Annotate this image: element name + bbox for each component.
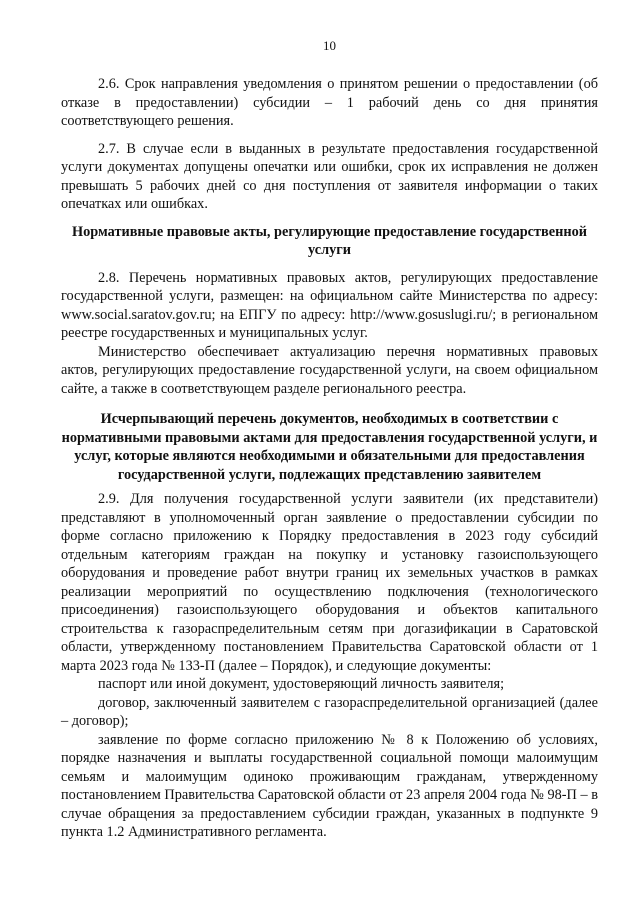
section-heading-normative-acts: Нормативные правовые акты, регулирующие предоставление государственной услуги bbox=[72, 223, 587, 258]
list-item-statement: заявление по форме согласно приложению № 8 к Положению об условиях, порядке назначения и выплаты государственной социальной помощи малоимущим семьям и малоимущим одиноко проживающим гражданам, утвержденному постановлением Правительства Саратовской области от 23 апреля 2004 года № 98-П – в случае обращения за предоставлением субсидии граждан, указанных в подпункте 9 пункта 1.2 Административного регламента. bbox=[61, 731, 598, 840]
paragraph-2-6: 2.6. Срок направления уведомления о принятом решении о предоставлении (об отказе в предоставлении) субсидии – 1 рабочий день со дня принятия соответствующего решения. bbox=[61, 76, 598, 129]
list-item-contract: договор, заключенный заявителем с газораспределительной организацией (далее – договор); bbox=[61, 694, 598, 729]
paragraph-ministry-updates: Министерство обеспечивает актуализацию перечня нормативных правовых актов, регулирующих предоставление государственной услуги, на своем официальном сайте, а также в соответствующем разделе регионального реестра. bbox=[61, 343, 598, 397]
list-item-passport: паспорт или иной документ, удостоверяющий личность заявителя; bbox=[98, 676, 505, 692]
paragraph-2-7: 2.7. В случае если в выданных в результате предоставления государственной услуги документах допущены опечатки или ошибки, срок их исправления не должен превышать 5 рабочих дней со дня поступления от заявителя информации о таких опечатках или ошибках. bbox=[61, 140, 598, 212]
paragraph-2-8: 2.8. Перечень нормативных правовых актов, регулирующих предоставление государственной услуги, размещен: на официальном сайте Министерства по адресу: www.social.saratov.gov.ru; на ЕПГУ по адресу: http://www.gosuslugi.ru/; в региональном реестре государственных и муниципальных услуг. bbox=[61, 269, 598, 341]
page-number: 10 bbox=[323, 38, 336, 53]
paragraph-2-9: 2.9. Для получения государственной услуги заявители (их представители) представляют в уполномоченный орган заявление о предоставлении субсидии по форме согласно приложению к Порядку предоставления в 2023 году субсидий отдельным категориям граждан на покупку и установку газоиспользующего оборудования и проведение работ внутри границ их земельных участков в рамках реализации мероприятий по осуществлению подключения (технологического присоединения) газоиспользующего оборудования и объектов капитального строительства к газораспределительным сетям при догазификации в Саратовской области, утвержденному постановлением Правительства Саратовской области от 1 марта 2023 года № 133-П (далее – Порядок), и следующие документы: bbox=[61, 491, 598, 674]
section-heading-documents-list: Исчерпывающий перечень документов, необходимых в соответствии с нормативными правовыми актами для предоставления государственной услуги, и услуг, которые являются необходимыми и обязательными для предоставления государственной услуги, подлежащих представлению заявителем bbox=[61, 411, 598, 483]
